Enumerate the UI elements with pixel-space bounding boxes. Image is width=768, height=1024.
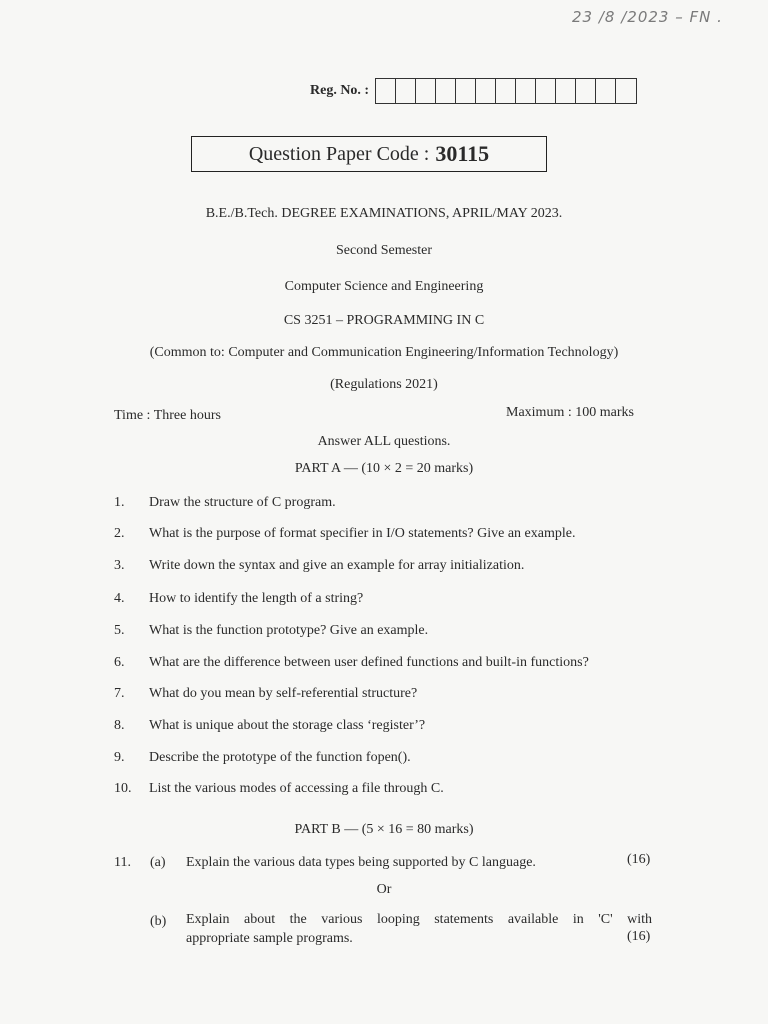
reg-no-label: Reg. No. : bbox=[310, 83, 370, 98]
or-separator: Or bbox=[376, 882, 392, 897]
question-number: 7. bbox=[114, 686, 125, 701]
maximum-marks: Maximum : 100 marks bbox=[506, 405, 634, 420]
reg-no-digit-box[interactable] bbox=[436, 79, 456, 103]
question-number: 9. bbox=[114, 750, 125, 765]
part-a-title: PART A — (10 × 2 = 20 marks) bbox=[294, 461, 474, 476]
question-text: What do you mean by self-referential structure? bbox=[149, 686, 418, 701]
reg-no-digit-box[interactable] bbox=[456, 79, 476, 103]
time-allowed: Time : Three hours bbox=[114, 408, 221, 423]
reg-no-digit-box[interactable] bbox=[596, 79, 616, 103]
reg-no-digit-box[interactable] bbox=[616, 79, 636, 103]
question-row bbox=[114, 526, 575, 542]
question-number: 6. bbox=[114, 655, 125, 670]
question-11b-marks: (16) bbox=[627, 929, 651, 944]
reg-no-digit-box[interactable] bbox=[396, 79, 416, 103]
question-text: What is unique about the storage class ‘register’? bbox=[149, 718, 426, 733]
question-text: How to identify the length of a string? bbox=[149, 591, 364, 606]
instruction: Answer ALL questions. bbox=[317, 434, 451, 449]
handwritten-date-note: 23 /8 /2023 – FN . bbox=[572, 8, 723, 26]
question-paper-code: 30115 bbox=[435, 141, 490, 166]
question-number: 3. bbox=[114, 558, 125, 573]
reg-no-boxes bbox=[375, 78, 637, 104]
question-number: 8. bbox=[114, 718, 125, 733]
question-text: Describe the prototype of the function fopen(). bbox=[149, 750, 411, 765]
question-row bbox=[114, 591, 363, 607]
question-number: 1. bbox=[114, 495, 125, 510]
common-to: (Common to: Computer and Communication Engineering/Information Technology) bbox=[149, 345, 619, 360]
regulations: (Regulations 2021) bbox=[330, 377, 438, 392]
reg-no-digit-box[interactable] bbox=[516, 79, 536, 103]
question-11a-marks: (16) bbox=[627, 852, 651, 867]
reg-no-digit-box[interactable] bbox=[536, 79, 556, 103]
reg-no-digit-box[interactable] bbox=[556, 79, 576, 103]
reg-no-digit-box[interactable] bbox=[576, 79, 596, 103]
question-number: 10. bbox=[114, 781, 132, 796]
question-11a-label: (a) bbox=[150, 855, 166, 870]
reg-no-digit-box[interactable] bbox=[476, 79, 496, 103]
reg-no-digit-box[interactable] bbox=[376, 79, 396, 103]
question-11b-text-line1: Explain about the various looping statements available in 'C' with bbox=[186, 912, 652, 927]
question-11-number: 11. bbox=[114, 855, 131, 870]
question-text: List the various modes of accessing a file through C. bbox=[149, 781, 444, 796]
question-row bbox=[114, 558, 524, 574]
question-number: 5. bbox=[114, 623, 125, 638]
question-11b-text-line2: appropriate sample programs. bbox=[186, 931, 353, 946]
question-row bbox=[114, 750, 411, 766]
reg-no-digit-box[interactable] bbox=[416, 79, 436, 103]
question-row bbox=[114, 686, 417, 702]
question-number: 2. bbox=[114, 526, 125, 541]
question-text: Write down the syntax and give an example for array initialization. bbox=[149, 558, 525, 573]
part-b-title: PART B — (5 × 16 = 80 marks) bbox=[294, 822, 474, 837]
question-text: What is the purpose of format specifier in I/O statements? Give an example. bbox=[149, 526, 576, 541]
reg-no-digit-box[interactable] bbox=[496, 79, 516, 103]
reg-no-field bbox=[310, 78, 637, 104]
question-11b-label: (b) bbox=[150, 914, 167, 929]
question-text: Draw the structure of C program. bbox=[149, 495, 336, 510]
question-text: What is the function prototype? Give an example. bbox=[149, 623, 429, 638]
question-paper-code-label: Question Paper Code : bbox=[248, 142, 430, 165]
question-row bbox=[114, 718, 425, 734]
question-text: What are the difference between user defined functions and built-in functions? bbox=[149, 655, 589, 670]
semester: Second Semester bbox=[335, 243, 433, 258]
course-title: CS 3251 – PROGRAMMING IN C bbox=[283, 313, 485, 328]
department: Computer Science and Engineering bbox=[284, 279, 484, 294]
question-row bbox=[114, 781, 444, 797]
exam-title: B.E./B.Tech. DEGREE EXAMINATIONS, APRIL/MAY 2023. bbox=[205, 206, 563, 221]
question-11a-text: Explain the various data types being supported by C language. bbox=[186, 855, 536, 870]
question-row bbox=[114, 495, 336, 511]
question-number: 4. bbox=[114, 591, 125, 606]
question-row bbox=[114, 655, 589, 671]
question-paper-code-box bbox=[191, 136, 547, 172]
question-row bbox=[114, 623, 428, 639]
